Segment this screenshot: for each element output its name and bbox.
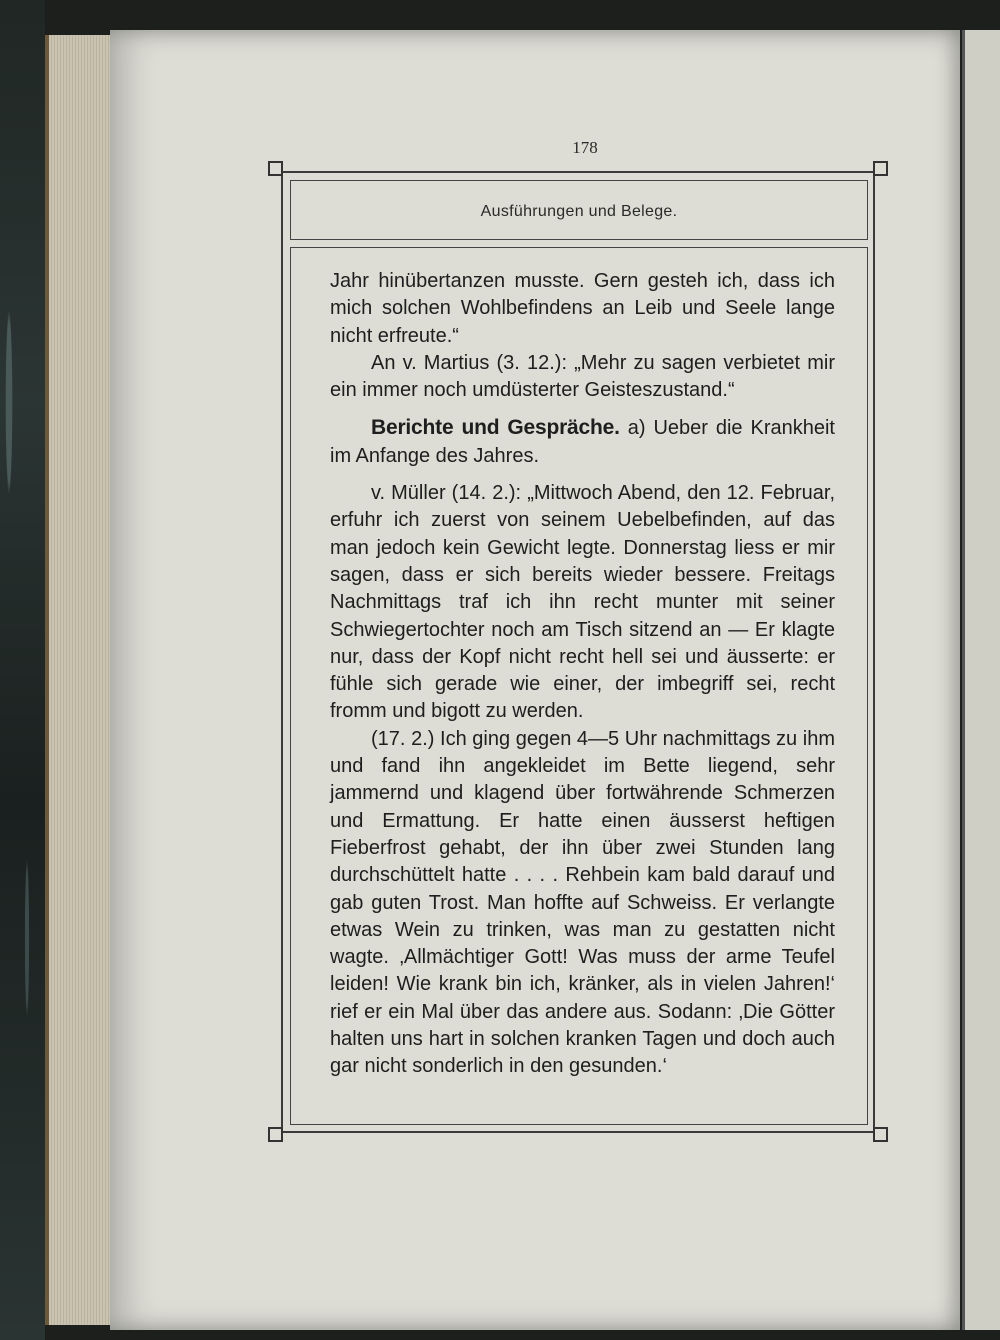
header-box xyxy=(290,180,868,240)
paragraph-1: Jahr hinübertanzen musste. Gern gesteh ich, dass ich mich solchen Wohlbefindens an Leib und Seele lange nicht erfreute.“ xyxy=(330,270,835,347)
body-text xyxy=(330,268,835,1081)
paragraph-2: An v. Martius (3. 12.): „Mehr zu sagen verbietet mir ein immer noch umdüsterter Geisteszustand.“ xyxy=(330,351,835,402)
frame-corner-top-left xyxy=(268,161,283,176)
section-heading: Berichte und Gespräche. xyxy=(371,416,620,440)
paragraph-3 xyxy=(330,414,835,470)
page-edges xyxy=(45,35,119,1325)
paragraph-4: v. Müller (14. 2.): „Mittwoch Abend, den 12. Februar, erfuhr ich zuerst von seinem Uebelbefinden, auf das man jedoch kein Gewicht legte. Donnerstag liess er mir sagen, dass er sich bereits wieder bessere. Freitags Nachmittags traf ich ihn recht munter mit seiner Schwiegertochter noch am Tisch sitzend an — Er klagte nur, dass der Kopf nicht recht hell sei und äusserte: er fühle sich gerade wie einer, der imbegriff sei, recht fromm und bigott zu werden. xyxy=(330,482,835,723)
paragraph-5: (17. 2.) Ich ging gegen 4—5 Uhr nachmittags zu ihm und fand ihn angekleidet im Bette liegend, sehr jammernd und klagend über fortwährende Schmerzen und Ermattung. Er hatte einen äusserst heftigen Fieberfrost gehabt, der ihn über zwei Stunden lang durchschüttelt hatte . . . . Rehbein kam bald darauf und gab guten Trost. Man hoffte auf Schweiss. Er verlangte etwas Wein zu trinken, was man zu gestatten nicht wagte. ‚Allmächtiger Gott! Was muss der arme Teufel leiden! Wie krank bin ich, kränker, als in vielen Jahren!‘ rief er ein Mal über das andere aus. Sodann: ‚Die Götter halten uns hart in solchen kranken Tagen und doch auch gar nicht sonderlich in den gesunden.‘ xyxy=(330,727,835,1078)
frame-corner-bottom-left xyxy=(268,1127,283,1142)
running-head: Ausführungen und Belege. xyxy=(480,203,678,220)
frame-corner-bottom-right xyxy=(873,1127,888,1142)
facing-page-edge xyxy=(962,30,1000,1330)
section-subheading: a) Ueber die Krankheit im Anfange des Jahres. xyxy=(330,417,835,467)
marbled-cover xyxy=(0,0,45,1340)
page-number: 178 xyxy=(572,138,598,157)
frame-corner-top-right xyxy=(873,161,888,176)
